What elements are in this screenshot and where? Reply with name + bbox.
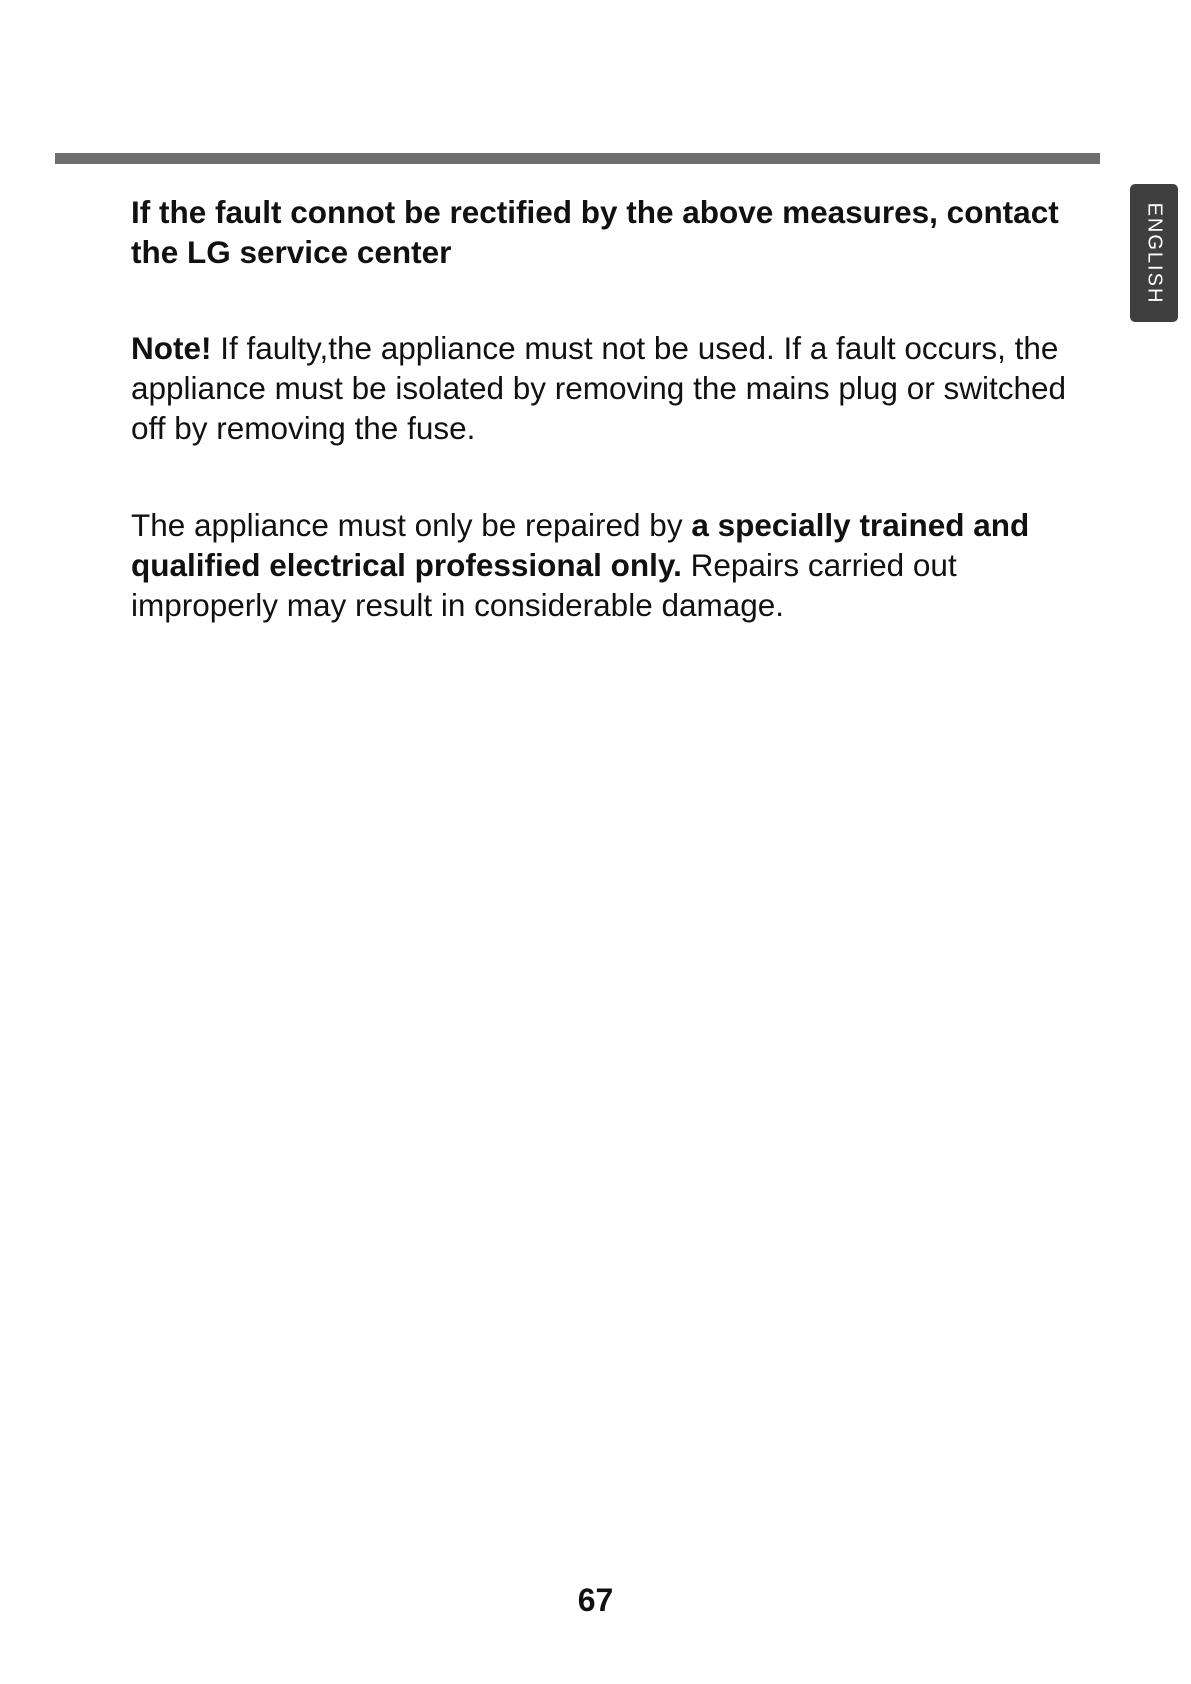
repair-text-after: Repairs carried out improperly may result in considerable damage. [131, 547, 957, 623]
page-number: 67 [577, 1582, 614, 1618]
note-label: Note! [131, 330, 212, 366]
language-tab-label: ENGLISH [1143, 202, 1166, 304]
repair-text-before: The appliance must only be repaired by [131, 507, 692, 543]
page-content [131, 192, 1091, 625]
note-text: If faulty,the appliance must not be used. If a fault occurs, the appliance must be isolated by removing the mains plug or switched off by removing the fuse. [131, 330, 1067, 446]
repair-paragraph [131, 505, 1091, 625]
language-tab [1130, 184, 1178, 322]
header-rule [55, 153, 1100, 164]
note-paragraph [131, 328, 1091, 448]
fault-heading: If the fault connot be rectified by the above measures, contact the LG service center [131, 194, 1059, 270]
repair-text-bold: a specially trained and qualified electrical professional only. [131, 507, 1030, 583]
